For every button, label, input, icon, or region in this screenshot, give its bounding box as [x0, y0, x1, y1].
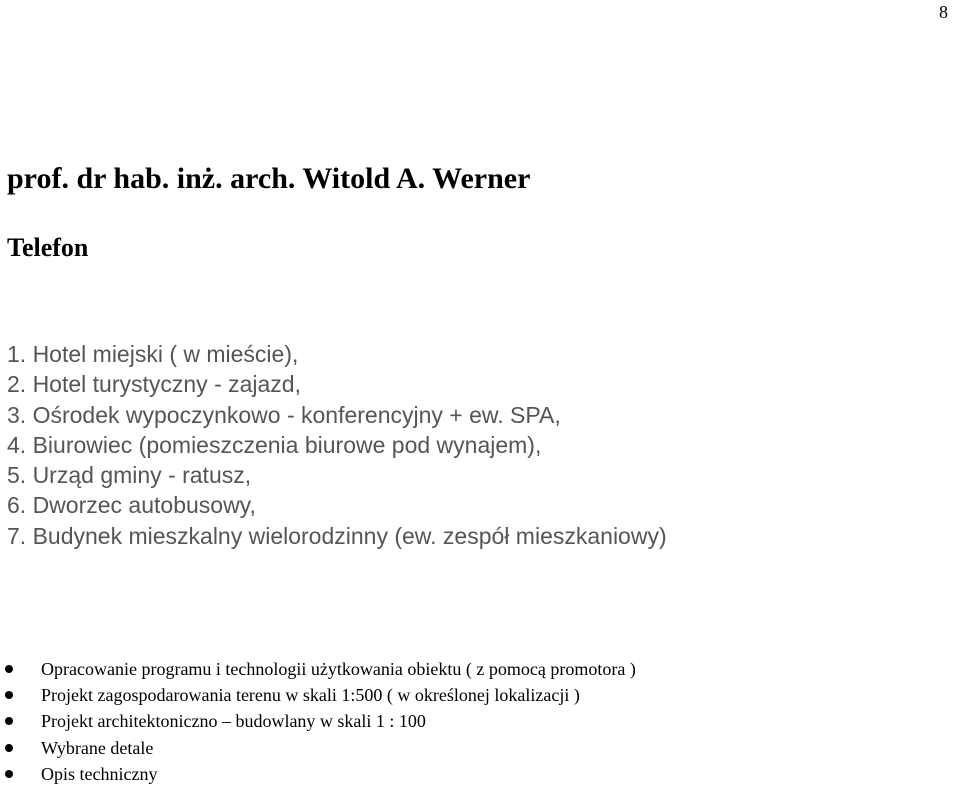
- bullet-icon: [5, 770, 13, 778]
- subtitle-heading: Telefon: [7, 233, 89, 262]
- requirement-text: Projekt architektoniczno – budowlany w skali 1 : 100: [41, 711, 426, 732]
- bullet-icon: [5, 744, 13, 752]
- topic-item: 5. Urząd gminy - ratusz,: [7, 462, 252, 489]
- requirement-text: Wybrane detale: [41, 737, 154, 758]
- topic-item: 7. Budynek mieszkalny wielorodzinny (ew. zespół mieszkaniowy): [7, 522, 667, 549]
- requirement-text: Opis techniczny: [41, 763, 158, 784]
- requirements-list: [0, 656, 636, 787]
- requirement-item: [0, 682, 636, 708]
- topic-item: 4. Biurowiec (pomieszczenia biurowe pod wynajem),: [7, 431, 542, 458]
- topic-item: 2. Hotel turystyczny - zajazd,: [7, 371, 301, 398]
- topic-item: 3. Ośrodek wypoczynkowo - konferencyjny + ew. SPA,: [7, 401, 561, 428]
- requirement-item: [0, 708, 636, 734]
- topic-list: [7, 339, 667, 551]
- requirement-text: Opracowanie programu i technologii użytkowania obiektu ( z pomocą promotora ): [41, 659, 636, 679]
- author-heading: prof. dr hab. inż. arch. Witold A. Werner: [7, 162, 531, 195]
- page-number: 8: [939, 2, 948, 22]
- topic-item: 6. Dworzec autobusowy,: [7, 492, 256, 519]
- topic-item: 1. Hotel miejski ( w mieście),: [7, 341, 299, 367]
- requirement-item: [0, 735, 636, 761]
- bullet-icon: [5, 691, 13, 699]
- bullet-icon: [5, 717, 13, 725]
- requirement-text: Projekt zagospodarowania terenu w skali 1:500 ( w określonej lokalizacji ): [41, 685, 580, 706]
- requirement-item: [0, 656, 636, 682]
- requirement-item: [0, 761, 636, 787]
- bullet-icon: [5, 665, 13, 673]
